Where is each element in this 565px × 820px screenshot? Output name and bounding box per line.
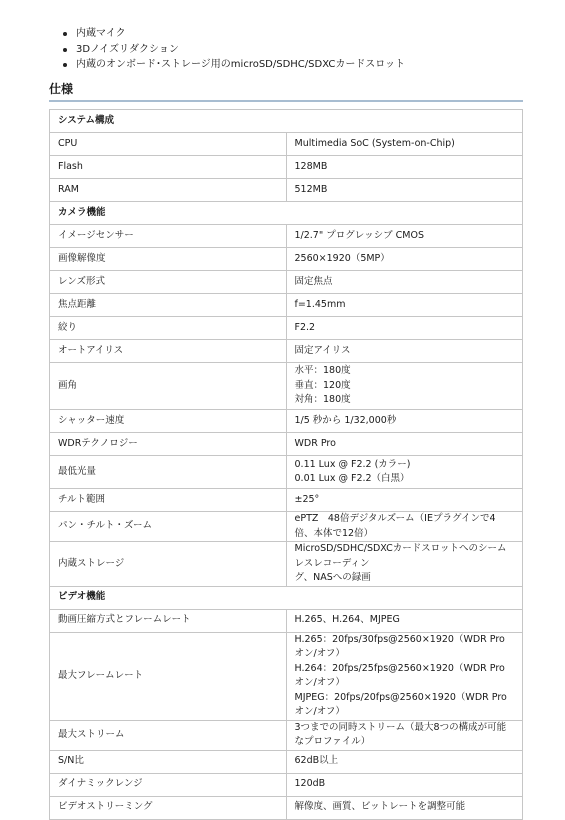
spec-row [50, 248, 523, 271]
spec-row [50, 225, 523, 248]
spec-row [50, 340, 523, 363]
spec-row [50, 133, 523, 156]
spec-label: シャッター速度 [50, 410, 287, 433]
spec-value [286, 317, 523, 340]
spec-value [286, 609, 523, 632]
spec-row [50, 512, 523, 542]
spec-section-title: ビデオ機能 [50, 586, 523, 609]
spec-label: S/N比 [50, 750, 287, 773]
spec-label: 内蔵ストレージ [50, 542, 287, 587]
spec-value-line: F2.2 [294, 321, 316, 333]
spec-value-line: 512MB [294, 183, 328, 195]
spec-row [50, 317, 523, 340]
spec-value-line: 1/2.7" プログレッシブ CMOS [294, 229, 425, 241]
spec-row [50, 433, 523, 456]
spec-value-line: Multimedia SoC (System-on-Chip) [294, 137, 455, 149]
spec-row [50, 632, 523, 720]
spec-value [286, 410, 523, 433]
spec-value [286, 271, 523, 294]
spec-value-line: 120dB [294, 778, 326, 790]
spec-value-line: H.265：20fps/30fps@2560×1920（WDR Proオン/オフ） [294, 633, 505, 659]
spec-value [286, 456, 523, 489]
spec-value-line: 水平：180度 [294, 365, 351, 377]
spec-label: Flash [50, 156, 287, 179]
spec-row [50, 271, 523, 294]
spec-label: オートアイリス [50, 340, 287, 363]
spec-value-line: MJPEG：20fps/20fps@2560×1920（WDR Proオン/オフ） [294, 691, 507, 717]
spec-row [50, 156, 523, 179]
spec-label: WDRテクノロジー [50, 433, 287, 456]
spec-row [50, 720, 523, 750]
spec-row [50, 750, 523, 773]
spec-value [286, 433, 523, 456]
spec-row [50, 294, 523, 317]
spec-value-line: 1/5 秒から 1/32,000秒 [294, 414, 397, 426]
spec-value [286, 512, 523, 542]
spec-value [286, 542, 523, 587]
spec-row [50, 609, 523, 632]
spec-value-line: ±25° [294, 493, 320, 505]
spec-value [286, 489, 523, 512]
spec-value [286, 796, 523, 819]
feature-item: 内蔵のオンボード･ストレージ用のmicroSD/SDHC/SDXCカードスロット [58, 57, 405, 73]
spec-label: CPU [50, 133, 287, 156]
spec-value-line: 解像度、画質、ビットレートを調整可能 [294, 801, 466, 813]
spec-value-line: H.265、H.264、MJPEG [294, 614, 400, 626]
spec-value [286, 156, 523, 179]
spec-value-line: 対角：180度 [294, 394, 351, 406]
spec-value-line: ePTZ 48倍デジタルズーム（IEプラグインで4倍、本体で12倍） [294, 513, 496, 539]
feature-item: 3Dノイズリダクション [58, 42, 405, 58]
spec-label: チルト範囲 [50, 489, 287, 512]
spec-section-title: システム構成 [50, 110, 523, 133]
feature-item: 内蔵マイク [58, 26, 405, 42]
spec-value-line: 128MB [294, 160, 328, 172]
spec-label: RAM [50, 179, 287, 202]
spec-label: 絞り [50, 317, 287, 340]
spec-value [286, 340, 523, 363]
spec-row [50, 796, 523, 819]
spec-row [50, 542, 523, 587]
spec-label: 動画圧縮方式とフレームレート [50, 609, 287, 632]
spec-value [286, 294, 523, 317]
spec-table [49, 109, 523, 820]
spec-value-line: 2560×1920（5MP） [294, 252, 390, 264]
spec-row [50, 773, 523, 796]
spec-label: 画像解像度 [50, 248, 287, 271]
spec-value-line: グ、NASへの録画 [294, 572, 371, 583]
spec-label: イメージセンサー [50, 225, 287, 248]
spec-value [286, 632, 523, 720]
spec-label: 最低光量 [50, 456, 287, 489]
spec-heading: 仕様 [49, 82, 523, 102]
spec-value-line: 62dB以上 [294, 755, 339, 767]
spec-section-row [50, 110, 523, 133]
spec-section-row [50, 202, 523, 225]
spec-value [286, 248, 523, 271]
spec-label: 最大フレームレート [50, 632, 287, 720]
spec-value [286, 750, 523, 773]
spec-value-line: 垂直：120度 [294, 379, 351, 391]
spec-value [286, 179, 523, 202]
spec-label: 画角 [50, 363, 287, 410]
spec-value [286, 720, 523, 750]
spec-row [50, 179, 523, 202]
spec-label: ビデオストリーミング [50, 796, 287, 819]
spec-label: ダイナミックレンジ [50, 773, 287, 796]
spec-label: レンズ形式 [50, 271, 287, 294]
spec-value-line: 3つまでの同時ストリーム（最大8つの構成が可能なプロファイル） [294, 721, 507, 747]
spec-value [286, 133, 523, 156]
spec-section-title: カメラ機能 [50, 202, 523, 225]
spec-value-line: 0.01 Lux @ F2.2（白黒） [294, 473, 410, 484]
spec-value [286, 773, 523, 796]
spec-section-row [50, 586, 523, 609]
spec-value-line: WDR Pro [294, 437, 336, 449]
spec-label: パン・チルト・ズーム [50, 512, 287, 542]
spec-row [50, 363, 523, 410]
spec-value-line: f=1.45mm [294, 298, 346, 310]
feature-list [58, 26, 405, 73]
spec-row [50, 456, 523, 489]
spec-value [286, 363, 523, 410]
spec-value-line: H.264：20fps/25fps@2560×1920（WDR Proオン/オフ） [294, 662, 505, 688]
spec-value [286, 225, 523, 248]
spec-row [50, 410, 523, 433]
spec-value-line: 固定焦点 [294, 275, 333, 287]
spec-label: 焦点距離 [50, 294, 287, 317]
spec-value-line: MicroSD/SDHC/SDXCカードスロットへのシームレスレコーディン [294, 543, 507, 569]
spec-label: 最大ストリーム [50, 720, 287, 750]
spec-row [50, 489, 523, 512]
spec-value-line: 0.11 Lux @ F2.2 (カラー) [294, 458, 411, 470]
spec-value-line: 固定アイリス [294, 344, 351, 356]
